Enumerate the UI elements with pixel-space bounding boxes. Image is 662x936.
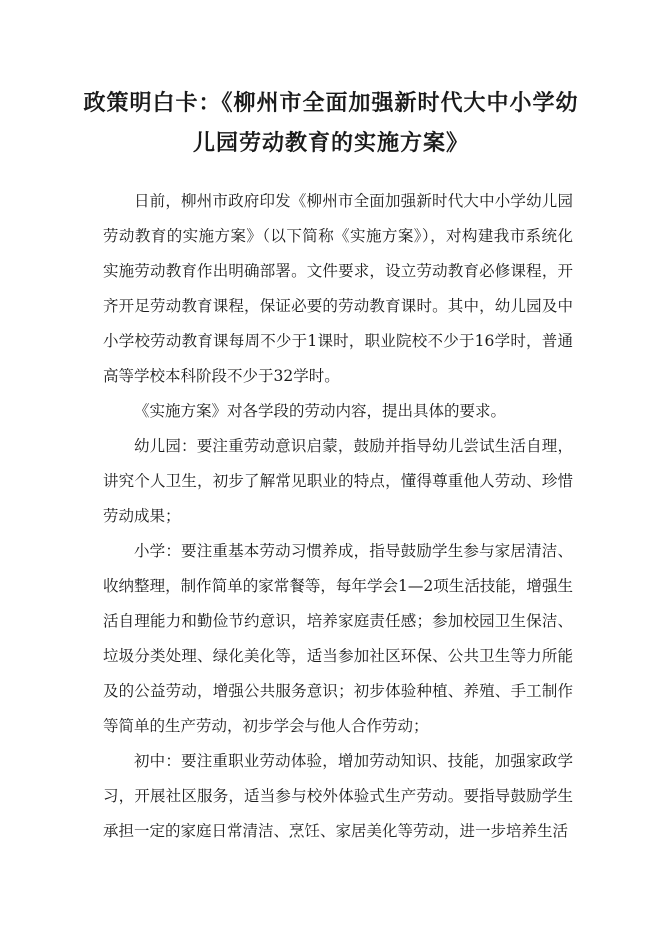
paragraph-junior-high: 初中：要注重职业劳动体验，增加劳动知识、技能，加强家政学习，开展社区服务，适当参与校外体验式生产劳动。要指导鼓励学生承担一定的家庭日常清洁、烹饪、家居美化等劳动，进一步培养生活 xyxy=(103,752,573,840)
paragraph-overview: 《实施方案》对各学段的劳动内容，提出具体的要求。 xyxy=(134,402,507,420)
document-title-line-1: 政策明白卡：《柳州市全面加强新时代大中小学幼 xyxy=(83,91,579,116)
document-title-line-2: 儿园劳动教育的实施方案》 xyxy=(192,131,469,156)
paragraph-kindergarten: 幼儿园：要注重劳动意识启蒙，鼓励并指导幼儿尝试生活自理，讲究个人卫生，初步了解常见职业的特点，懂得尊重他人劳动、珍惜劳动成果； xyxy=(103,437,573,525)
paragraph-intro: 日前，柳州市政府印发《柳州市全面加强新时代大中小学幼儿园劳动教育的实施方案》（以下简称《实施方案》），对构建我市系统化实施劳动教育作出明确部署。文件要求，设立劳动教育必修课程，开齐开足劳动教育课程，保证必要的劳动教育课时。其中，幼儿园及中小学校劳动教育课每周不少于1课时，职业院校不少于16学时，普通高等学校本科阶段不少于32学时。 xyxy=(103,192,573,385)
paragraph-primary-school: 小学：要注重基本劳动习惯养成，指导鼓励学生参与家居清洁、收纳整理，制作简单的家常餐等，每年学会1—2项生活技能，增强生活自理能力和勤俭节约意识，培养家庭责任感；参加校园卫生保洁、垃圾分类处理、绿化美化等，适当参加社区环保、公共卫生等力所能及的公益劳动，增强公共服务意识；初步体验种植、养殖、手工制作等简单的生产劳动，初步学会与他人合作劳动； xyxy=(103,542,573,735)
document-body xyxy=(103,184,573,849)
